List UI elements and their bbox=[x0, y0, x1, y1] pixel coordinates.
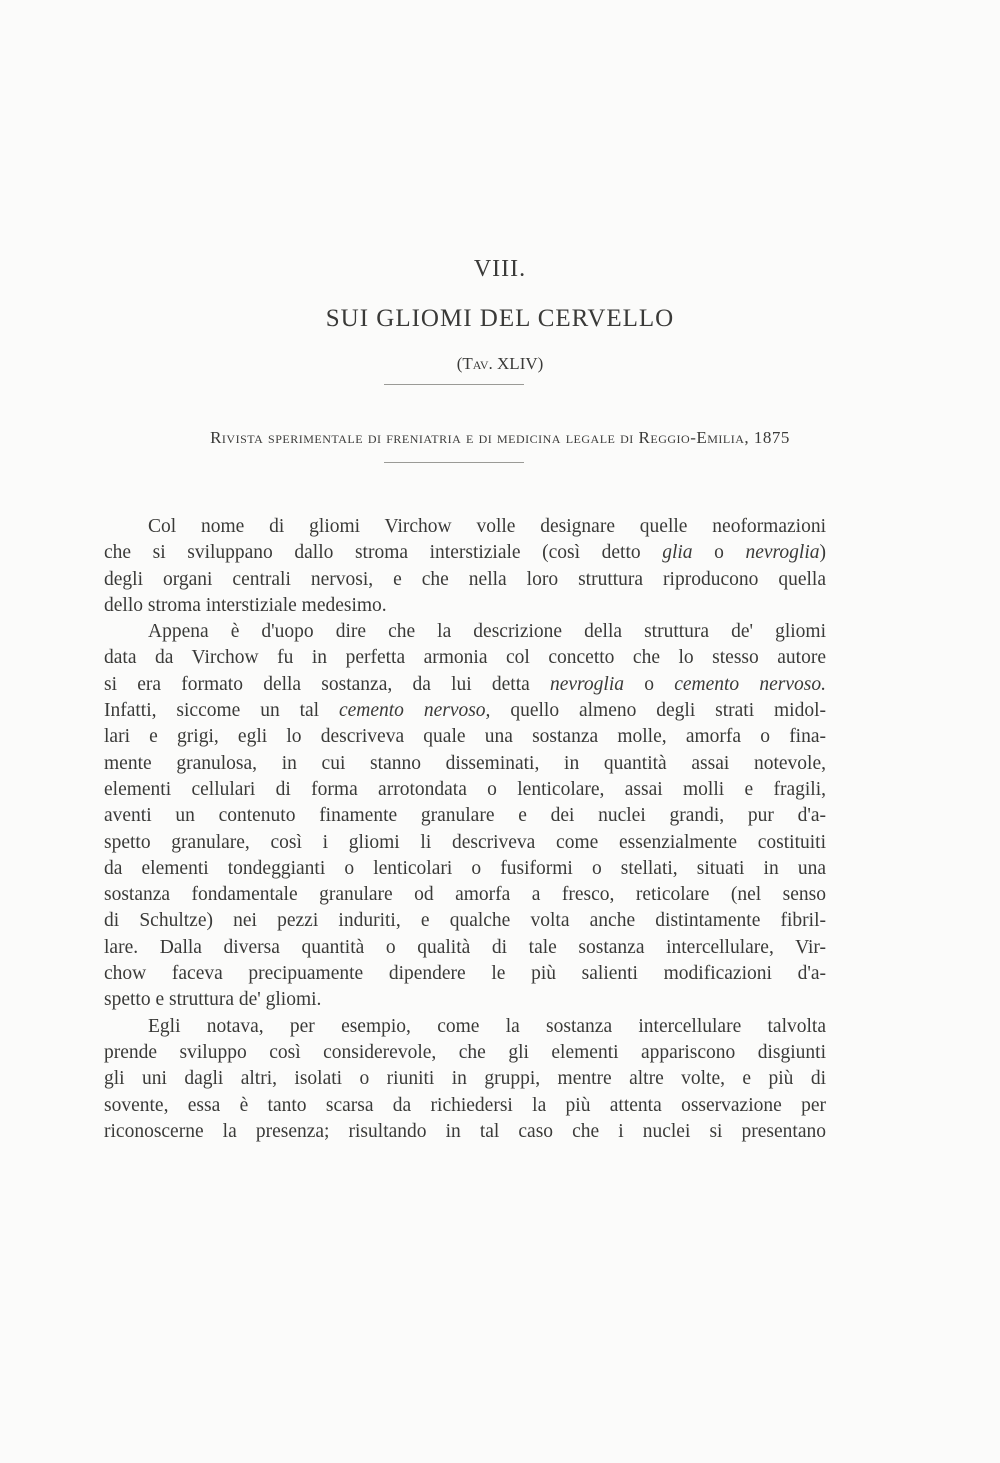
text-line bbox=[104, 540, 826, 566]
text-run: lari e grigi, egli lo descriveva quale una sostanza molle, amorfa o fina- bbox=[104, 726, 826, 748]
divider-rule bbox=[384, 384, 524, 385]
text-line bbox=[104, 672, 826, 698]
text-run: mente granulosa, in cui stanno disseminati, in quantità assai notevole, bbox=[104, 752, 826, 774]
text-line bbox=[104, 987, 826, 1013]
paragraph bbox=[104, 514, 826, 619]
text-run: si era formato della sostanza, da lui detta bbox=[104, 673, 550, 695]
text-run: Egli notava, per esempio, come la sostanza intercellulare talvolta bbox=[148, 1015, 826, 1037]
chapter-number: VIII. bbox=[473, 256, 527, 282]
text-run: Col nome di gliomi Virchow volle designare quelle neoformazioni bbox=[148, 516, 826, 537]
text-run: o bbox=[624, 673, 675, 695]
text-line bbox=[104, 777, 826, 803]
text-run: o bbox=[692, 542, 746, 564]
text-line bbox=[104, 698, 826, 724]
text-run: di Schultze) nei pezzi induriti, e qualche volta anche distintamente fibril- bbox=[104, 910, 826, 932]
text-run: prende sviluppo così considerevole, che gli elementi appariscono disgiunti bbox=[104, 1041, 826, 1063]
text-run: aventi un contenuto finamente granulare e dei nuclei grandi, pur d'a- bbox=[104, 805, 826, 827]
text-run: elementi cellulari di forma arrotondata o lenticolare, assai molli e fragili, bbox=[104, 778, 826, 800]
text-run: ) bbox=[819, 542, 826, 564]
text-line bbox=[104, 856, 826, 882]
text-run: spetto granulare, così i gliomi li descriveva come essenzialmente costituiti bbox=[104, 831, 826, 853]
text-run: dello stroma interstiziale medesimo. bbox=[104, 594, 387, 616]
text-run: degli organi centrali nervosi, e che nella loro struttura riproducono quella bbox=[104, 568, 826, 590]
text-run: chow faceva precipuamente dipendere le più salienti modificazioni d'a- bbox=[104, 963, 826, 985]
text-line bbox=[104, 1014, 826, 1040]
body-text bbox=[104, 514, 826, 1145]
text-run: Infatti, siccome un tal bbox=[104, 700, 339, 722]
plate-reference: (Tav. XLIV) bbox=[456, 354, 544, 373]
italic-term: cemento nervoso, bbox=[338, 700, 491, 722]
chapter-title: SUI GLIOMI DEL CERVELLO bbox=[325, 305, 675, 332]
italic-term: cemento nervoso. bbox=[674, 673, 826, 695]
italic-term: nevroglia bbox=[550, 673, 625, 695]
text-line bbox=[104, 882, 826, 908]
text-run: gli uni dagli altri, isolati o riuniti in gruppi, mentre altre volte, e più di bbox=[104, 1068, 826, 1090]
text-line bbox=[104, 645, 826, 671]
text-line bbox=[104, 1040, 826, 1066]
text-run: data da Virchow fu in perfetta armonia col concetto che lo stesso autore bbox=[104, 647, 826, 669]
text-line bbox=[104, 567, 826, 593]
italic-term: glia bbox=[662, 542, 693, 564]
text-run: sovente, essa è tanto scarsa da richiedersi la più attenta osservazione per bbox=[104, 1094, 826, 1116]
text-run: quello almeno degli strati midol- bbox=[490, 700, 826, 722]
text-line bbox=[104, 961, 826, 987]
text-line bbox=[104, 1119, 826, 1145]
text-line bbox=[104, 1093, 826, 1119]
text-run: da elementi tondeggianti o lenticolari o fusiformi o stellati, situati in una bbox=[104, 857, 826, 879]
text-line bbox=[104, 619, 826, 645]
text-run: che si sviluppano dallo stroma interstiziale (così detto bbox=[104, 542, 663, 564]
paragraph bbox=[104, 1014, 826, 1145]
text-run: riconoscerne la presenza; risultando in tal caso che i nuclei si presentano bbox=[104, 1120, 826, 1142]
text-line bbox=[104, 724, 826, 750]
divider-rule bbox=[384, 462, 524, 463]
text-line bbox=[104, 1066, 826, 1092]
text-line bbox=[104, 514, 826, 540]
paragraph bbox=[104, 619, 826, 1013]
text-line bbox=[104, 751, 826, 777]
text-line bbox=[104, 593, 826, 619]
text-run: lare. Dalla diversa quantità o qualità di tale sostanza intercellulare, Vir- bbox=[104, 936, 826, 958]
text-line bbox=[104, 803, 826, 829]
text-run: Appena è d'uopo dire che la descrizione della struttura de' gliomi bbox=[148, 621, 826, 643]
text-line bbox=[104, 908, 826, 934]
text-line bbox=[104, 935, 826, 961]
text-run: spetto e struttura de' gliomi. bbox=[104, 989, 322, 1011]
italic-term: nevroglia bbox=[745, 542, 820, 564]
text-run: sostanza fondamentale granulare od amorfa a fresco, reticolare (nel senso bbox=[104, 884, 826, 906]
text-line bbox=[104, 830, 826, 856]
source-citation: Rivista sperimentale di freniatria e di medicina legale di Reggio-Emilia, 1875 bbox=[210, 428, 790, 447]
